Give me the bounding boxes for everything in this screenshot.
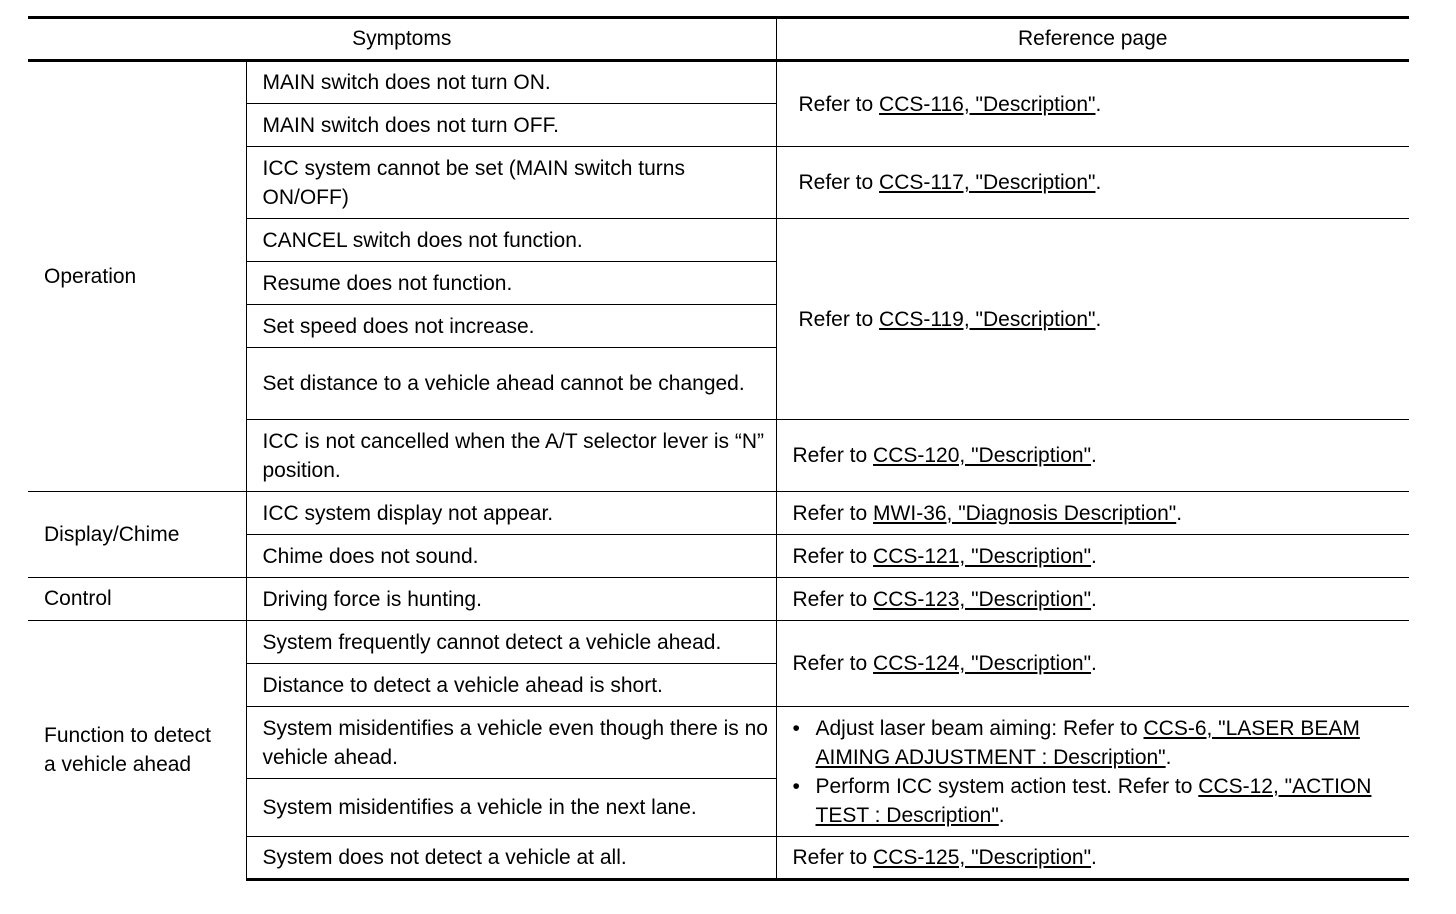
reference-link[interactable]: CCS-116, "Description" xyxy=(879,92,1096,116)
refer-prefix: Refer to xyxy=(792,846,874,869)
symptom-cell: Driving force is hunting. xyxy=(246,578,776,621)
category-display-chime: Display/Chime xyxy=(28,492,246,578)
reference-cell xyxy=(776,837,1409,880)
symptom-cell: Set speed does not increase. xyxy=(246,305,776,348)
bullet-text: Adjust laser beam aiming: Refer to xyxy=(815,716,1144,740)
category-line: Function to detect xyxy=(44,724,211,748)
reference-cell xyxy=(776,535,1409,578)
bullet-icon: • xyxy=(792,774,800,798)
reference-link[interactable]: CCS-124, "Description" xyxy=(873,652,1092,675)
category-line: a vehicle ahead xyxy=(44,753,192,777)
refer-suffix: . xyxy=(1091,544,1097,568)
symptom-cell: System misidentifies a vehicle even though there is no vehicle ahead. xyxy=(246,707,776,779)
refer-suffix: . xyxy=(1091,652,1097,675)
refer-suffix: . xyxy=(1095,92,1102,116)
list-item xyxy=(793,714,1410,772)
reference-link[interactable]: CCS-6, "LASER BEAM AIMING ADJUSTMENT : Description" xyxy=(815,716,1360,769)
refer-suffix: . xyxy=(1095,307,1102,331)
table-row xyxy=(28,61,1409,104)
symptom-cell: System does not detect a vehicle at all. xyxy=(246,837,776,880)
refer-prefix: Refer to xyxy=(792,652,874,675)
refer-suffix: . xyxy=(1091,587,1097,611)
refer-prefix: Refer to xyxy=(792,544,874,568)
symptom-cell: Chime does not sound. xyxy=(246,535,776,578)
refer-prefix: Refer to xyxy=(792,444,874,467)
reference-cell xyxy=(776,492,1409,535)
refer-prefix: Refer to xyxy=(792,587,874,611)
header-symptoms: Symptoms xyxy=(28,18,776,61)
reference-cell xyxy=(776,707,1409,837)
symptom-reference-table xyxy=(28,16,1409,881)
refer-prefix: Refer to xyxy=(792,501,874,525)
symptom-cell: ICC system display not appear. xyxy=(246,492,776,535)
header-reference-page: Reference page xyxy=(776,18,1409,61)
category-control: Control xyxy=(28,578,246,621)
symptom-cell: System misidentifies a vehicle in the next lane. xyxy=(246,779,776,837)
refer-suffix: . xyxy=(1095,171,1102,194)
reference-cell xyxy=(776,61,1409,147)
refer-prefix: Refer to xyxy=(798,92,880,116)
refer-suffix: . xyxy=(1091,846,1097,869)
refer-prefix: Refer to xyxy=(798,171,880,194)
table-row xyxy=(28,621,1409,664)
action-list xyxy=(777,714,1410,830)
reference-cell xyxy=(776,621,1409,707)
reference-link[interactable]: CCS-125, "Description" xyxy=(873,846,1092,869)
reference-cell xyxy=(776,578,1409,621)
table-row xyxy=(28,578,1409,621)
list-item xyxy=(793,772,1410,830)
reference-cell xyxy=(776,420,1409,492)
bullet-text: Perform ICC system action test. Refer to xyxy=(815,774,1199,798)
symptom-cell: System frequently cannot detect a vehicle ahead. xyxy=(246,621,776,664)
bullet-icon: • xyxy=(792,716,800,740)
refer-suffix: . xyxy=(998,803,1005,827)
refer-suffix: . xyxy=(1091,444,1097,467)
symptom-cell: ICC is not cancelled when the A/T selector lever is “N” position. xyxy=(246,420,776,492)
refer-suffix: . xyxy=(1165,745,1172,769)
symptom-cell: Resume does not function. xyxy=(246,262,776,305)
refer-prefix: Refer to xyxy=(798,307,880,331)
reference-link[interactable]: CCS-119, "Description" xyxy=(879,307,1096,331)
reference-link[interactable]: CCS-121, "Description" xyxy=(873,544,1092,568)
reference-link[interactable]: CCS-12, "ACTION TEST : Description" xyxy=(815,774,1372,827)
reference-cell xyxy=(776,147,1409,219)
symptom-cell: Set distance to a vehicle ahead cannot be changed. xyxy=(246,348,776,420)
symptom-cell: ICC system cannot be set (MAIN switch turns ON/OFF) xyxy=(246,147,776,219)
symptom-cell: MAIN switch does not turn ON. xyxy=(246,61,776,104)
symptom-cell: CANCEL switch does not function. xyxy=(246,219,776,262)
symptom-cell: Distance to detect a vehicle ahead is short. xyxy=(246,664,776,707)
reference-link[interactable]: CCS-123, "Description" xyxy=(873,587,1092,611)
reference-link[interactable]: CCS-120, "Description" xyxy=(873,444,1092,467)
category-operation: Operation xyxy=(28,61,246,492)
reference-link[interactable]: MWI-36, "Diagnosis Description" xyxy=(873,501,1177,525)
table-row xyxy=(28,492,1409,535)
refer-suffix: . xyxy=(1176,501,1183,525)
header-row xyxy=(28,18,1409,61)
category-function-detect xyxy=(28,621,246,880)
reference-link[interactable]: CCS-117, "Description" xyxy=(879,171,1096,194)
symptom-cell: MAIN switch does not turn OFF. xyxy=(246,104,776,147)
reference-cell xyxy=(776,219,1409,420)
